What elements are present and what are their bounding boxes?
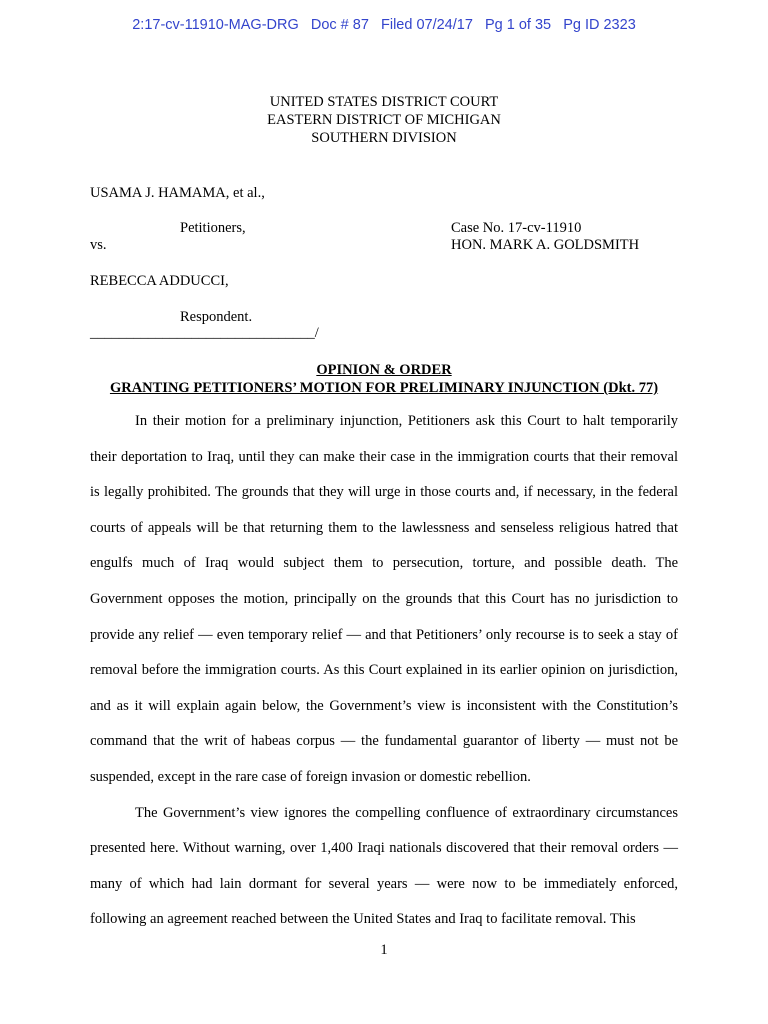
- respondent-role: Respondent.: [180, 309, 253, 325]
- body-paragraph-2: The Government’s view ignores the compelling confluence of extraordinary circumstances presented here. Without warning, over 1,400 Iraqi nationals discovered that their removal orders — many of which had lain dormant for several years — were now to be immediately enforced, following an agreement reached between the United States and Iraq to facilitate removal. This: [90, 804, 678, 928]
- title-opinion-order: OPINION & ORDER: [316, 362, 452, 378]
- stamp-page-count: Pg 1 of 35: [485, 17, 552, 33]
- court-district: EASTERN DISTRICT OF MICHIGAN: [267, 112, 501, 128]
- document-body: [90, 404, 678, 938]
- stamp-case-id: 2:17-cv-11910-MAG-DRG: [132, 17, 299, 33]
- case-number: Case No. 17-cv-11910: [451, 220, 582, 236]
- petitioner-role: Petitioners,: [180, 220, 246, 236]
- document-title: [0, 361, 768, 397]
- stamp-filed-date: Filed 07/24/17: [381, 17, 473, 33]
- respondent-name: REBECCA ADDUCCI,: [90, 273, 229, 289]
- title-motion-granted: GRANTING PETITIONERS’ MOTION FOR PRELIMINARY INJUNCTION (Dkt. 77): [109, 380, 659, 396]
- petitioner-name: USAMA J. HAMAMA, et al.,: [90, 185, 265, 201]
- court-filing-stamp: [0, 17, 768, 33]
- court-heading: [0, 93, 768, 147]
- stamp-doc-number: Doc # 87: [310, 17, 369, 33]
- court-name: UNITED STATES DISTRICT COURT: [269, 94, 499, 110]
- judge-name: HON. MARK A. GOLDSMITH: [451, 237, 640, 253]
- body-paragraph-1: In their motion for a preliminary injunction, Petitioners ask this Court to halt temporarily their deportation to Iraq, until they can make their case in the immigration courts that their removal is legally prohibited. The grounds that they will urge in those courts and, if necessary, in the federal courts of appeals will be that returning them to the lawlessness and senseless religious hatred that engulfs much of Iraq would subject them to persecution, torture, and possible death. The Government opposes the motion, principally on the grounds that this Court has no jurisdiction to provide any relief — even temporary relief — and that Petitioners’ only recourse is to seek a stay of removal before the immigration courts. As this Court explained in its earlier opinion on jurisdiction, and as it will explain again below, the Government’s view is inconsistent with the Constitution’s command that the writ of habeas corpus — the fundamental guarantor of liberty — must not be suspended, except in the rare case of foreign invasion or domestic rebellion.: [90, 413, 678, 785]
- versus-label: vs.: [90, 237, 107, 253]
- stamp-pg-id: Pg ID 2323: [563, 17, 636, 33]
- caption-signature-line: _______________________________/: [90, 325, 319, 341]
- page-number: 1: [380, 942, 388, 958]
- court-division: SOUTHERN DIVISION: [311, 130, 457, 146]
